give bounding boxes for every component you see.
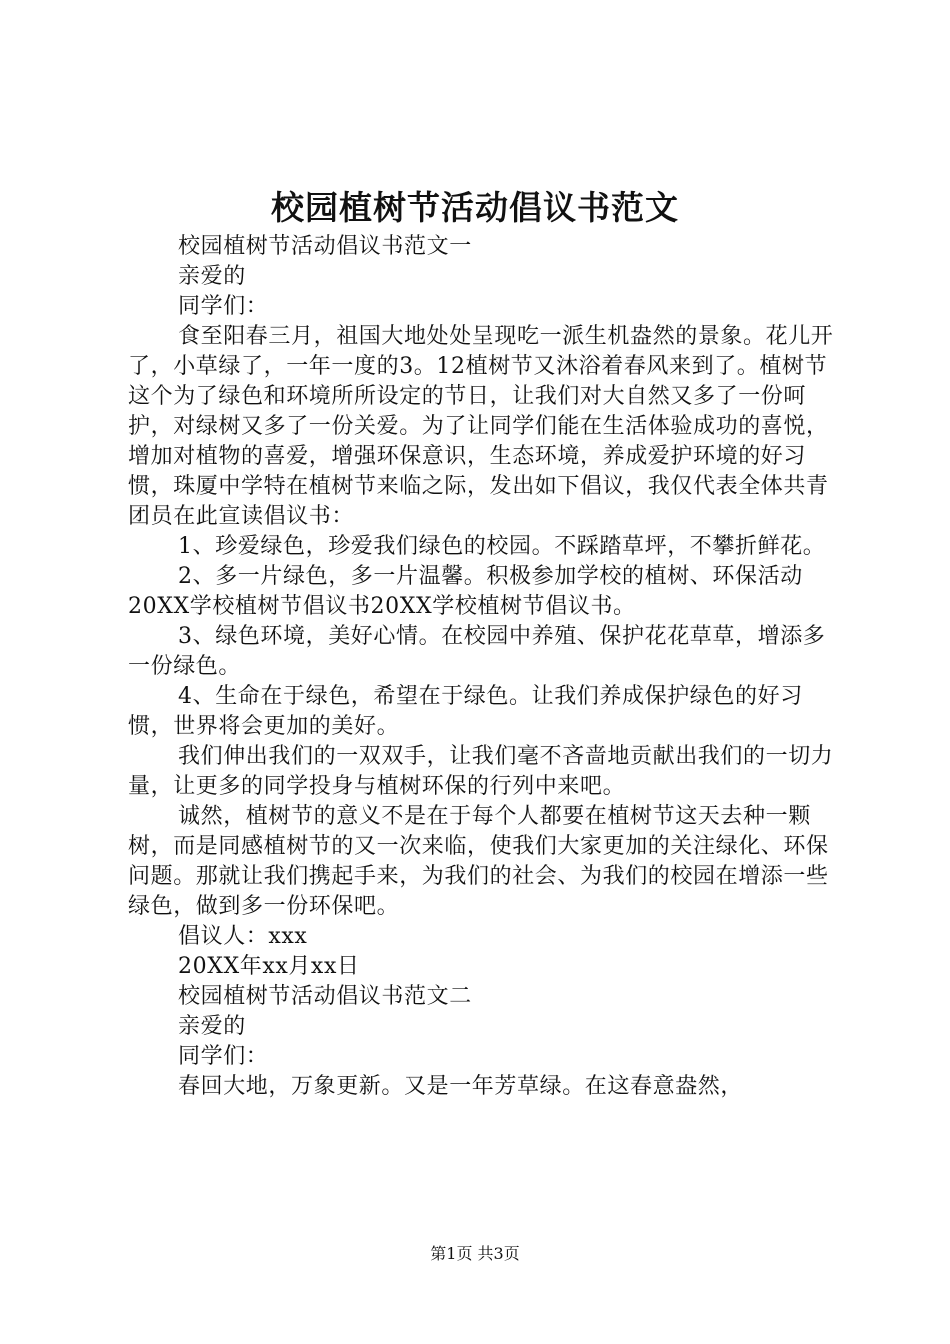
document-body bbox=[128, 232, 840, 1102]
paragraph: 食至阳春三月，祖国大地处处呈现吃一派生机盎然的景象。花儿开了，小草绿了，一年一度的3。12植树节又沐浴着春风来到了。植树节这个为了绿色和环境所所设定的节日，让我们对大自然又多了一份呵护，对绿树又多了一份关爱。为了让同学们能在生活体验成功的喜悦，增加对植物的喜爱，增强环保意识，生态环境，养成爱护环境的好习惯，珠厦中学特在植树节来临之际，发出如下倡议，我仅代表全体共青团员在此宣读倡议书： bbox=[128, 324, 834, 529]
signature-line: 倡议人：xxx bbox=[178, 924, 308, 949]
proposal-item-1: 1、珍爱绿色，珍爱我们绿色的校园。不踩踏草坪，不攀折鲜花。 bbox=[178, 534, 826, 559]
page-number: 第1页 共3页 bbox=[430, 1244, 520, 1263]
section-heading-2: 校园植树节活动倡议书范文二 bbox=[178, 984, 472, 1009]
paragraph: 诚然，植树节的意义不是在于每个人都要在植树节这天去种一颗树，而是同感植树节的又一次来临，使我们大家更加的关注绿化、环保问题。那就让我们携起手来，为我们的社会、为我们的校园在增添一些绿色，做到多一份环保吧。 bbox=[128, 804, 829, 919]
proposal-item-4: 4、生命在于绿色，希望在于绿色。让我们养成保护绿色的好习惯，世界将会更加的美好。 bbox=[128, 684, 803, 739]
salutation-line-2: 同学们： bbox=[178, 1044, 269, 1069]
proposal-item-2: 2、多一片绿色，多一片温馨。积极参加学校的植树、环保活动20XX学校植树节倡议书20XX学校植树节倡议书。 bbox=[128, 564, 803, 619]
salutation: 亲爱的 bbox=[178, 1014, 246, 1039]
salutation-line-2: 同学们： bbox=[178, 294, 269, 319]
date-line: 20XX年xx月xx日 bbox=[178, 954, 360, 979]
proposal-item-3: 3、绿色环境，美好心情。在校园中养殖、保护花花草草，增添多一份绿色。 bbox=[128, 624, 826, 679]
paragraph: 我们伸出我们的一双双手，让我们毫不吝啬地贡献出我们的一切力量，让更多的同学投身与植树环保的行列中来吧。 bbox=[128, 744, 834, 799]
section-heading-1: 校园植树节活动倡议书范文一 bbox=[178, 234, 472, 259]
paragraph: 春回大地，万象更新。又是一年芳草绿。在这春意盎然， bbox=[178, 1074, 744, 1099]
salutation: 亲爱的 bbox=[178, 264, 246, 289]
document-title: 校园植树节活动倡议书范文 bbox=[271, 188, 679, 227]
